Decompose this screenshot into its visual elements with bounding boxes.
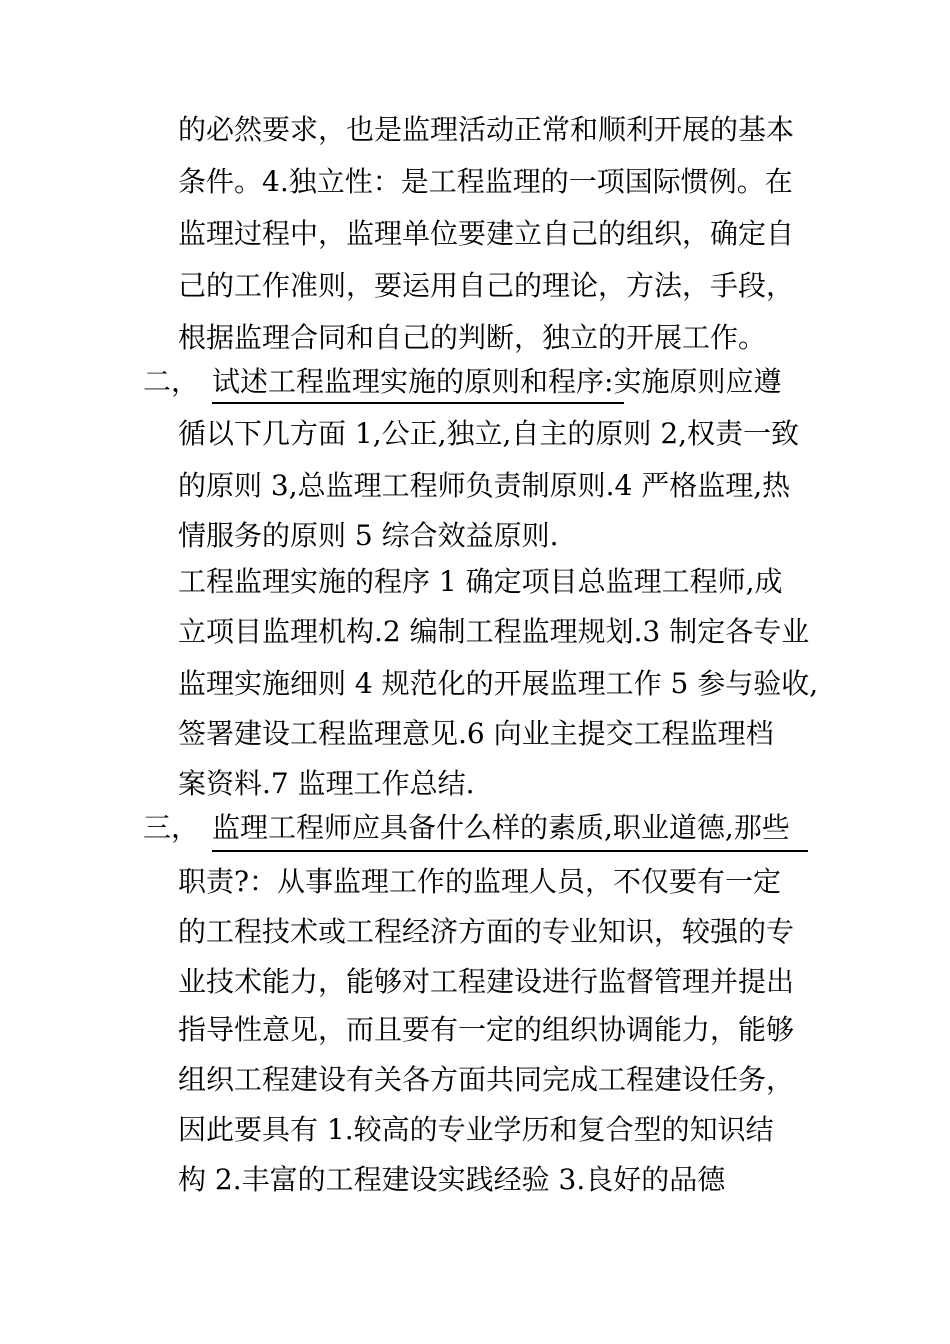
paragraph-line: 情服务的原则 5 综合效益原则.: [178, 519, 559, 552]
paragraph-line: 构 2.丰富的工程建设实践经验 3.良好的品德: [178, 1163, 726, 1196]
heading-underline: [212, 850, 808, 852]
paragraph-line: 的工程技术或工程经济方面的专业知识，较强的专: [178, 915, 795, 948]
paragraph-line: 条件。4.独立性：是工程监理的一项国际惯例。在: [178, 165, 793, 198]
paragraph-line: 监理实施细则 4 规范化的开展监理工作 5 参与验收,: [178, 667, 819, 700]
section-heading: 试述工程监理实施的原则和程序:: [212, 365, 614, 398]
paragraph-line: 业技术能力，能够对工程建设进行监督管理并提出: [178, 965, 795, 998]
paragraph-line: 己的工作准则，要运用自己的理论，方法，手段，: [178, 269, 795, 302]
section-heading-tail: 实施原则应遵: [613, 365, 782, 398]
heading-underline: [212, 402, 624, 404]
paragraph-line: 的必然要求，也是监理活动正常和顺利开展的基本: [178, 113, 795, 146]
paragraph-line: 因此要具有 1.较高的专业学历和复合型的知识结: [178, 1113, 774, 1146]
paragraph-line: 的原则 3,总监理工程师负责制原则.4 严格监理,热: [178, 469, 791, 502]
paragraph-line: 指导性意见，而且要有一定的组织协调能力，能够: [178, 1013, 795, 1046]
paragraph-line: 根据监理合同和自己的判断，独立的开展工作。: [178, 321, 767, 354]
paragraph-line: 循以下几方面 1,公正,独立,自主的原则 2,权责一致: [178, 417, 800, 450]
section-number: 二，: [143, 365, 200, 398]
paragraph-line: 立项目监理机构.2 编制工程监理规划.3 制定各专业: [178, 615, 810, 648]
paragraph-line: 组织工程建设有关各方面共同完成工程建设任务，: [178, 1063, 795, 1096]
paragraph-line: 案资料.7 监理工作总结.: [178, 767, 475, 800]
section-number: 三，: [143, 811, 200, 844]
section-heading: 监理工程师应具备什么样的素质,职业道德,那些: [212, 811, 790, 844]
paragraph-line: 职责?：从事监理工作的监理人员，不仅要有一定: [178, 865, 782, 898]
paragraph-line: 签署建设工程监理意见.6 向业主提交工程监理档: [178, 717, 774, 750]
paragraph-line: 工程监理实施的程序 1 确定项目总监理工程师,成: [178, 565, 783, 598]
paragraph-line: 监理过程中，监理单位要建立自己的组织，确定自: [178, 217, 795, 250]
section-heading-line: [212, 356, 781, 408]
